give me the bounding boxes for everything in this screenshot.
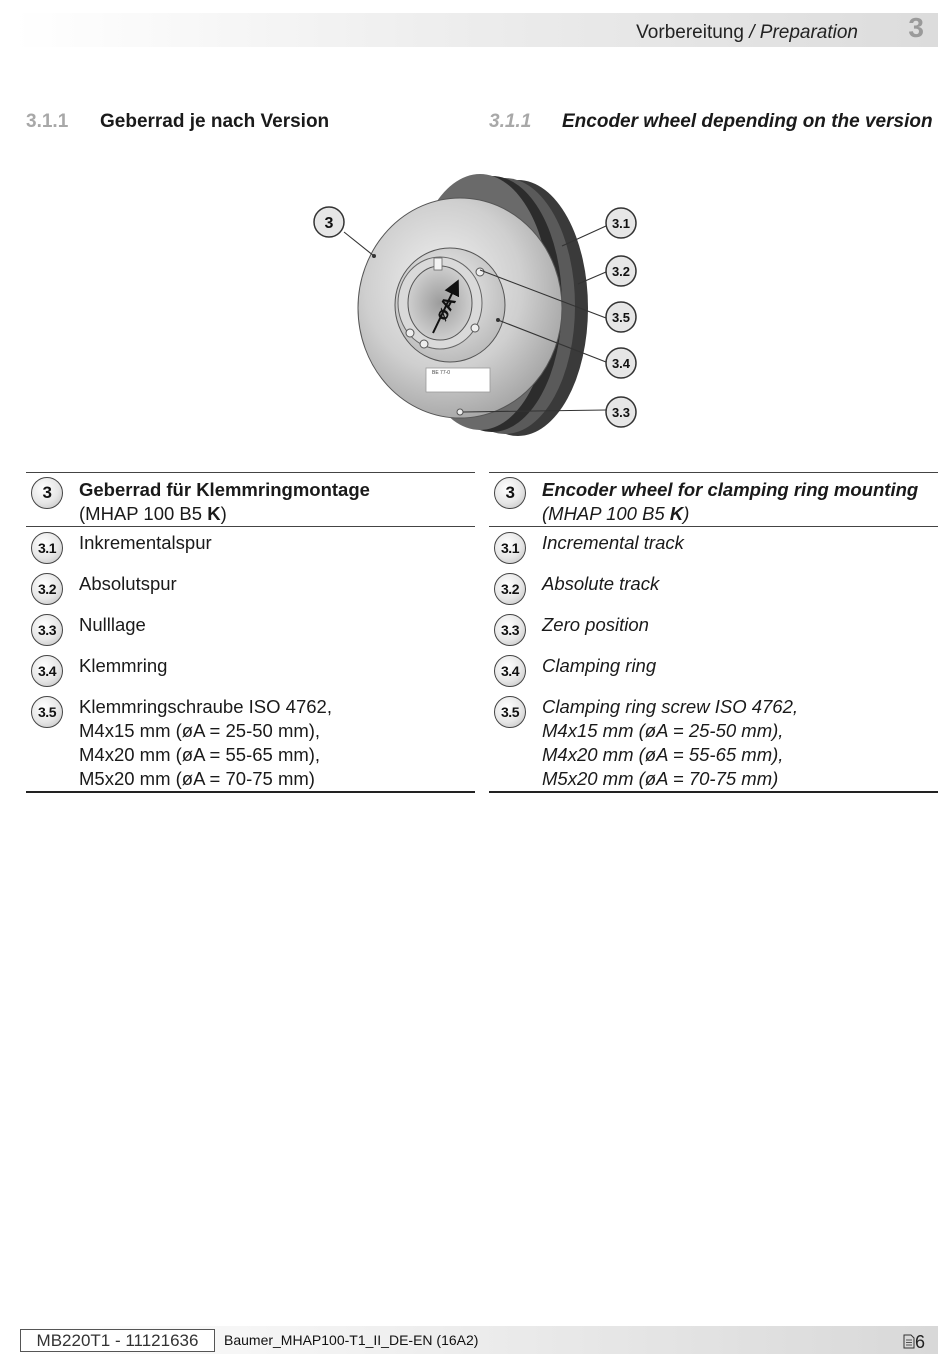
number-badge: 3.4 bbox=[494, 655, 526, 687]
svg-text:3.5: 3.5 bbox=[611, 310, 631, 325]
legend-row bbox=[26, 609, 475, 650]
legend-head-text bbox=[79, 478, 370, 526]
page-number-text: 6 bbox=[915, 1332, 926, 1352]
legend-row-text: Inkrementalspur bbox=[79, 532, 212, 553]
doc-name: Baumer_MHAP100-T1_II_DE-EN (16A2) bbox=[224, 1332, 479, 1348]
legend-de bbox=[26, 472, 475, 793]
number-badge: 3.2 bbox=[494, 573, 526, 605]
legend-row-text: Absolutspur bbox=[79, 573, 177, 594]
svg-text:3.4: 3.4 bbox=[611, 356, 631, 371]
legend-head-model: (MHAP 100 B5 bbox=[79, 503, 208, 524]
encoder-wheel-figure bbox=[300, 170, 660, 440]
zero-mark bbox=[457, 409, 463, 415]
legend-row bbox=[489, 691, 938, 791]
legend-head-model-end: ) bbox=[683, 503, 690, 524]
number-badge: 3.1 bbox=[31, 532, 63, 564]
svg-text:3.1: 3.1 bbox=[611, 216, 631, 231]
sticker-text: BE 77-0 bbox=[432, 370, 451, 376]
section-number-en: 3.1.1 bbox=[489, 111, 532, 132]
legend-row bbox=[489, 527, 938, 568]
legend-line: M4x15 mm (øA = 25-50 mm), bbox=[542, 720, 784, 741]
number-badge: 3.1 bbox=[494, 532, 526, 564]
legend-head-model-bold: K bbox=[669, 503, 684, 524]
legend-row bbox=[26, 527, 475, 568]
page-number bbox=[903, 1332, 925, 1353]
legend-row bbox=[26, 650, 475, 691]
svg-text:3.3: 3.3 bbox=[611, 405, 631, 420]
header-separator: / bbox=[743, 22, 760, 43]
legend-head-model: (MHAP 100 B5 bbox=[542, 503, 670, 524]
legend-row-text: Zero position bbox=[542, 614, 649, 635]
number-badge: 3.3 bbox=[31, 614, 63, 646]
callout-3-1 bbox=[606, 208, 636, 238]
header-title bbox=[636, 22, 858, 44]
legend-head-title: Geberrad für Klemmringmontage bbox=[79, 479, 370, 500]
leader-dot bbox=[372, 254, 376, 258]
legend-head-title: Encoder wheel for clamping ring mounting bbox=[542, 479, 919, 500]
number-badge: 3 bbox=[31, 477, 63, 509]
legend-row bbox=[489, 568, 938, 609]
legend-line: M4x15 mm (øA = 25-50 mm), bbox=[79, 720, 321, 741]
legend-line: M4x20 mm (øA = 55-65 mm), bbox=[542, 744, 784, 765]
callout-3-4 bbox=[606, 348, 636, 378]
legend-en bbox=[489, 472, 938, 793]
section-number-de: 3.1.1 bbox=[26, 111, 69, 132]
svg-text:3: 3 bbox=[324, 215, 334, 232]
legend-head-text bbox=[542, 478, 918, 526]
legend-line: Klemmringschraube ISO 4762, bbox=[79, 696, 332, 717]
section-title-en: Encoder wheel depending on the version bbox=[562, 111, 933, 132]
callout-3-5 bbox=[606, 302, 636, 332]
legend-row bbox=[489, 609, 938, 650]
legend-row-text bbox=[542, 695, 798, 791]
number-badge: 3.4 bbox=[31, 655, 63, 687]
header-title-de: Vorbereitung bbox=[636, 22, 744, 43]
legend-row bbox=[489, 650, 938, 691]
legend-line: Clamping ring screw ISO 4762, bbox=[542, 696, 799, 717]
header-title-en: Preparation bbox=[759, 22, 858, 43]
legend-line: M4x20 mm (øA = 55-65 mm), bbox=[79, 744, 321, 765]
legend-head-model-end: ) bbox=[220, 503, 227, 524]
leader-dot bbox=[496, 318, 500, 322]
legend-row-text: Clamping ring bbox=[542, 655, 657, 676]
number-badge: 3.5 bbox=[31, 696, 63, 728]
legend-row-text: Incremental track bbox=[542, 532, 684, 553]
svg-text:3.2: 3.2 bbox=[611, 264, 631, 279]
divider bbox=[489, 791, 938, 793]
doc-id-box: MB220T1 - 11121636 bbox=[20, 1329, 215, 1352]
number-badge: 3.2 bbox=[31, 573, 63, 605]
document-icon bbox=[903, 1334, 915, 1349]
legend-head-row bbox=[489, 473, 938, 526]
number-badge: 3.3 bbox=[494, 614, 526, 646]
legend-head-row bbox=[26, 473, 475, 526]
divider bbox=[26, 791, 475, 793]
callout-3 bbox=[314, 207, 344, 237]
legend-row bbox=[26, 568, 475, 609]
legend-row bbox=[26, 691, 475, 791]
callout-3-3 bbox=[606, 397, 636, 427]
legend-row-text bbox=[79, 695, 332, 791]
legend-head-model-bold: K bbox=[207, 503, 221, 524]
callout-3-2 bbox=[606, 256, 636, 286]
legend-row-text: Klemmring bbox=[79, 655, 168, 676]
dimension-label: øA bbox=[430, 293, 460, 324]
chapter-number: 3 bbox=[908, 12, 924, 43]
legend-row-text: Absolute track bbox=[542, 573, 660, 594]
legend-line: M5x20 mm (øA = 70-75 mm) bbox=[79, 768, 315, 789]
number-badge: 3.5 bbox=[494, 696, 526, 728]
legend-line: M5x20 mm (øA = 70-75 mm) bbox=[542, 768, 779, 789]
section-title-de: Geberrad je nach Version bbox=[100, 111, 330, 132]
legend-row-text: Nulllage bbox=[79, 614, 146, 635]
number-badge: 3 bbox=[494, 477, 526, 509]
